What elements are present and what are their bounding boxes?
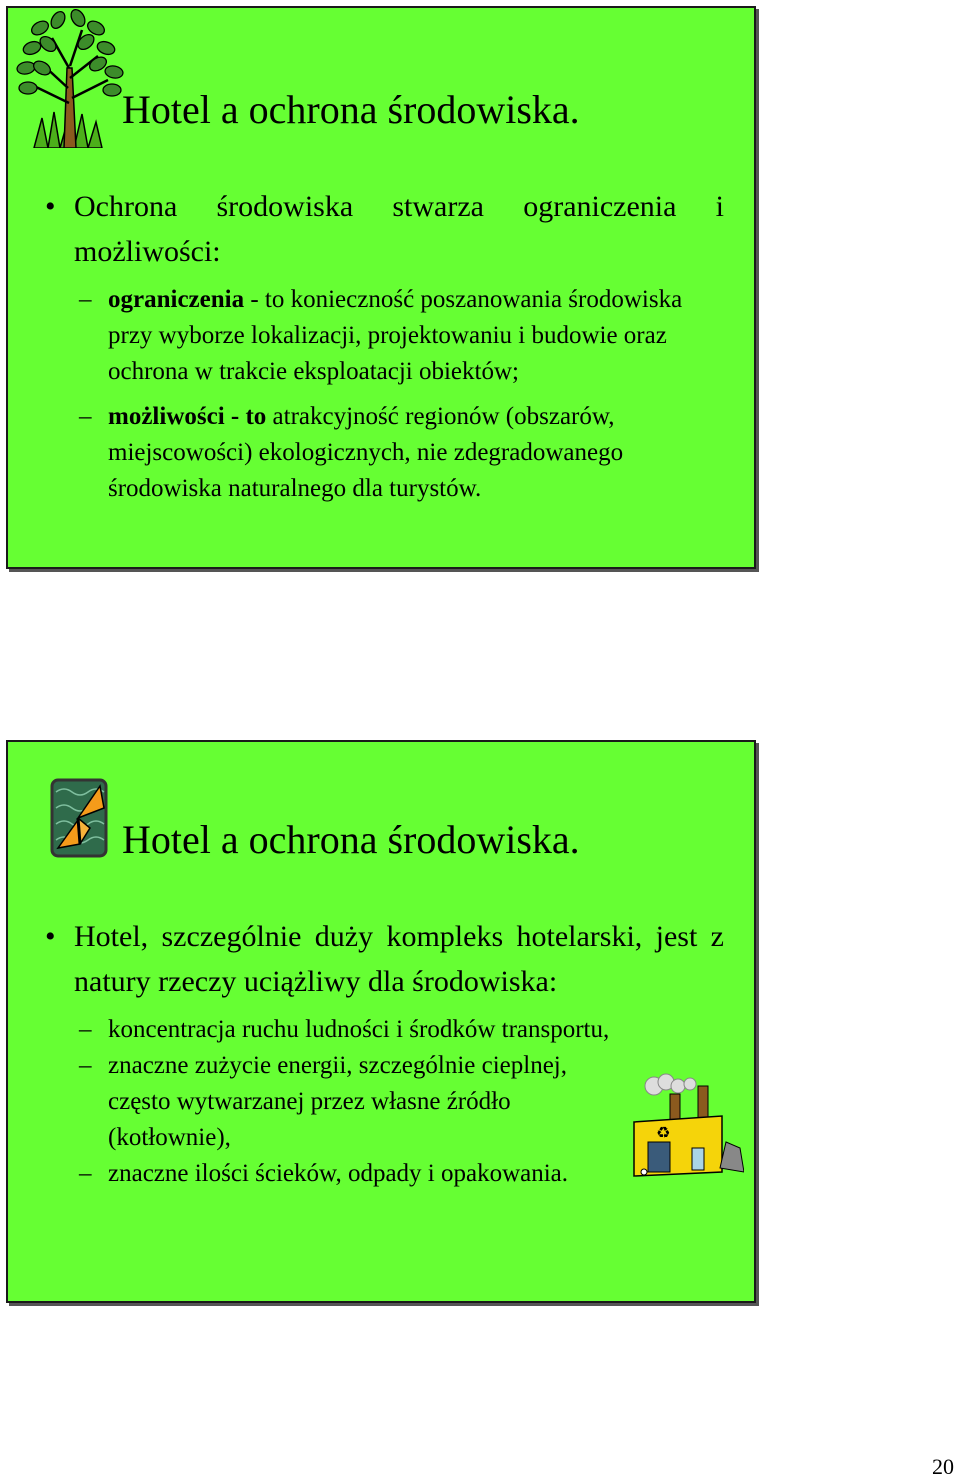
factory-recycling-icon <box>626 1072 744 1184</box>
sub-bullet-waste: – znaczne ilości ścieków, odpady i opakowania. <box>108 1156 724 1192</box>
sub-bullet-opportunities <box>108 399 724 507</box>
tree-icon <box>12 8 124 148</box>
definition-opportunities: atrakcyjność regionów (obszarów, miejscowości) ekologicznych, nie zdegradowanego środowiska naturalnego dla turystów. <box>108 403 624 502</box>
bullet-main: • Ochrona środowiska stwarza ograniczenia i możliwości: <box>74 184 724 274</box>
slide-2 <box>6 740 756 1303</box>
slide-title: Hotel a ochrona środowiska. <box>122 817 580 862</box>
term-limitations: ograniczenia <box>108 286 245 313</box>
butterfly-icon <box>50 778 108 858</box>
slide-1 <box>6 6 756 569</box>
page-number: 20 <box>932 1454 954 1479</box>
sub-bullet-limitations <box>108 282 724 390</box>
sub-bullet-transport: – koncentracja ruchu ludności i środków transportu, <box>108 1012 724 1048</box>
term-opportunities: możliwości - to <box>108 403 267 430</box>
svg-text:♻: ♻ <box>656 1123 671 1142</box>
sub-bullet-energy: – znaczne zużycie energii, szczególnie cieplnej, często wytwarzanej przez własne źródło (kotłownie), <box>108 1048 634 1156</box>
slide-body <box>8 184 754 507</box>
bullet-main: • Hotel, szczególnie duży kompleks hotelarski, jest z natury rzeczy uciążliwy dla środowiska: <box>74 914 724 1004</box>
definition-limitations: - to konieczność poszanowania środowiska przy wyborze lokalizacji, projektowaniu i budowie oraz ochrona w trakcie eksploatacji obiektów; <box>108 286 683 385</box>
slide-title: Hotel a ochrona środowiska. <box>122 87 580 132</box>
